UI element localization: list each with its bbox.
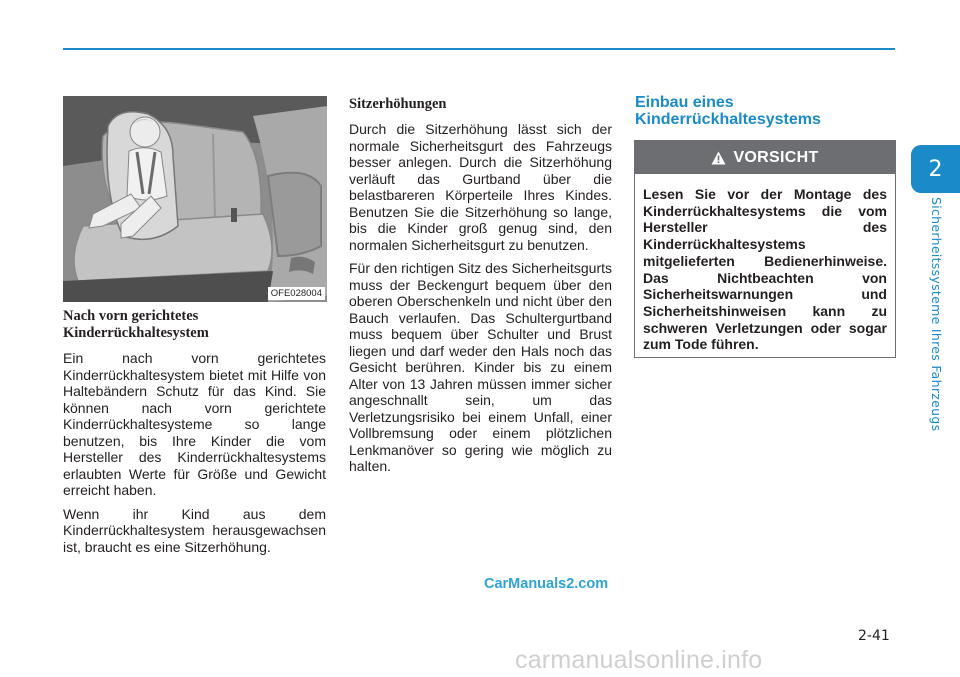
- paragraph: Durch die Sitzerhöhung lässt sich der normale Sicherheitsgurt des Fahrzeugs besser anlegen. Durch die Sitzerhöhung verläuft das Gurtband über die belastbareren Körperteile Ihres Kindes. Benutzen Sie die Sitzerhöhung so lange, bis die Kinder groß genug sind, den normalen Sicherheitsgurt zu benutzen.: [349, 121, 612, 253]
- caution-box: [634, 140, 896, 358]
- caution-text: Lesen Sie vor der Montage des Kinderrückhaltesystems die vom Hersteller des Kinderrückhaltesystems mitgelieferten Bedienerhinweise. Das Nichtbeachten von Sicherheitswarnungen und Sicherheitshinweisen kann zu schweren Verletzungen oder sogar zum Tode führen.: [643, 186, 887, 353]
- site-watermark: carmanualsonline.info: [515, 646, 763, 674]
- heading-line1: Einbau eines: [635, 94, 734, 111]
- section-heading-forward-facing: [63, 308, 326, 342]
- left-column: [63, 308, 326, 562]
- paragraph: Wenn ihr Kind aus dem Kinderrückhaltesystem herausgewachsen ist, braucht es eine Sitzerhöhung.: [63, 505, 326, 555]
- section-heading-installation: [635, 94, 897, 128]
- chapter-title: Sicherheitssysteme Ihres Fahrzeugs: [929, 197, 944, 432]
- right-column: [635, 94, 897, 138]
- photo-code: OFE028004: [268, 287, 325, 300]
- section-heading-booster: Sitzerhöhungen: [349, 96, 447, 112]
- caution-header: [635, 141, 895, 174]
- child-seat-illustration: [63, 96, 327, 302]
- middle-column: [349, 96, 612, 482]
- heading-line2: Kinderrückhaltesystems: [635, 111, 821, 128]
- heading-line1: Nach vorn gerichtetes: [63, 308, 199, 324]
- heading-line2: Kinderrückhaltesystem: [63, 325, 209, 341]
- page-number: 2-41: [858, 628, 890, 644]
- warning-triangle-icon: [711, 151, 726, 165]
- caution-label: VORSICHT: [733, 148, 819, 166]
- chapter-tab[interactable]: [911, 145, 960, 193]
- paragraph: Ein nach vorn gerichtetes Kinderrückhaltesystem bietet mit Hilfe von Haltebändern Schutz für das Kind. Sie können nach vorn gerichtete Kinderrückhaltesysteme so lange benutzen, bis Ihre Kinder die vom Hersteller des Kinderrückhaltesystems erlaubten Werte für Größe und Gewicht erreicht haben.: [63, 350, 326, 498]
- paragraph: Für den richtigen Sitz des Sicherheitsgurts muss der Beckengurt bequem über den oberen Oberschenkeln und nicht über den Bauch verlaufen. Das Schultergurtband muss bequem über Schulter und Brust liegen und darf weder den Hals noch das Gesicht berühren. Kinder bis zu einem Alter von 13 Jahren müssen immer sicher angeschnallt sein, um das Verletzungsrisiko bei einem Unfall, einer Vollbremsung oder einem plötzlichen Lenkmanöver so gering wie möglich zu halten.: [349, 260, 613, 474]
- top-rule: [63, 48, 895, 50]
- child-seat-photo: [63, 96, 327, 302]
- carmanuals-watermark: CarManuals2.com: [484, 576, 609, 592]
- chapter-number: 2: [928, 156, 943, 182]
